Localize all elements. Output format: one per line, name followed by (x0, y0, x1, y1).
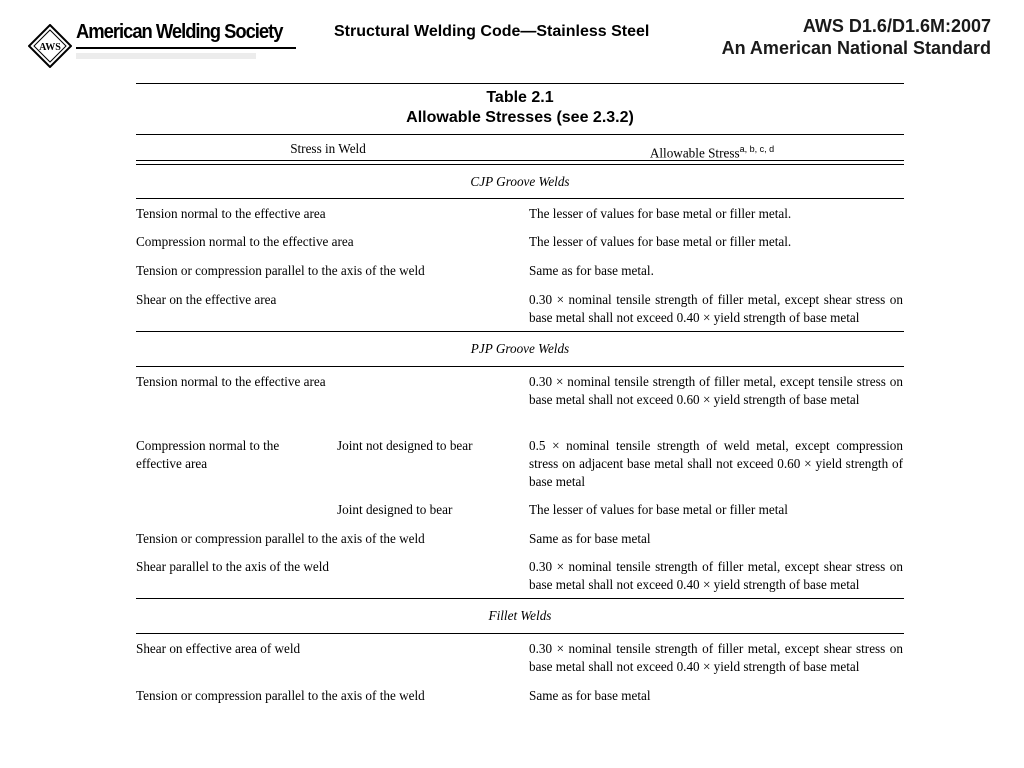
org-name: American Welding Society (76, 21, 283, 43)
logo-monogram: AWS (39, 42, 61, 53)
standard-code: AWS D1.6/D1.6M:2007 (802, 16, 991, 36)
cell-stress: Shear on effective area of weld (136, 641, 301, 656)
header-rule-double-1 (136, 160, 904, 161)
aws-diamond-logo-icon (28, 24, 72, 68)
column-header-footnotes: a, b, c, d (739, 144, 775, 154)
section-title-pjp: PJP Groove Welds (470, 341, 570, 356)
cell-stress: Shear parallel to the axis of the weld (136, 559, 329, 574)
cell-stress: Shear on the effective area (136, 292, 277, 307)
cell-stress: Tension or compression parallel to the axis of the weld (136, 688, 425, 703)
section-rule-top-fillet (136, 598, 904, 599)
cell-allowable: 0.5 × nominal tensile strength of weld metal, except compression stress on adjacent base metal shall not exceed 0.60 × yield strength of base metal (529, 438, 903, 489)
cell-allowable: The lesser of values for base metal or filler metal. (529, 206, 792, 221)
cell-condition: Joint designed to bear (337, 502, 453, 517)
section-rule-cjp (136, 198, 904, 199)
section-rule-fillet (136, 633, 904, 634)
cell-allowable: Same as for base metal. (529, 263, 654, 278)
cell-stress: Tension normal to the effective area (136, 374, 326, 389)
section-rule-top-pjp (136, 331, 904, 332)
section-title-fillet: Fillet Welds (488, 608, 552, 623)
header-rule-double-2 (136, 164, 904, 165)
cell-condition: Joint not designed to bear (337, 438, 473, 453)
cell-stress: Tension normal to the effective area (136, 206, 326, 221)
cell-stress: Compression normal to the effective area (136, 234, 354, 249)
cell-allowable: 0.30 × nominal tensile strength of filler metal, except shear stress on base metal shall not exceed 0.40 × yield strength of base metal (529, 559, 903, 592)
table-caption: Allowable Stresses (see 2.3.2) (406, 109, 634, 126)
table-number: Table 2.1 (486, 89, 554, 106)
cell-allowable: 0.30 × nominal tensile strength of filler metal, except shear stress on base metal shall not exceed 0.40 × yield strength of base metal (529, 641, 903, 674)
cell-stress: Compression normal to the effective area (136, 438, 280, 471)
logo-underline (76, 47, 296, 49)
column-header-stress: Stress in Weld (290, 141, 366, 156)
logo-tagline-faint (76, 53, 256, 59)
cell-stress: Tension or compression parallel to the axis of the weld (136, 263, 425, 278)
cell-stress: Tension or compression parallel to the axis of the weld (136, 531, 425, 546)
table-heading (136, 88, 904, 128)
standard-block (722, 15, 991, 59)
section-title-cjp: CJP Groove Welds (470, 174, 570, 189)
cell-allowable: 0.30 × nominal tensile strength of filler metal, except shear stress on base metal shall not exceed 0.40 × yield strength of base metal (529, 292, 903, 325)
cell-allowable: 0.30 × nominal tensile strength of filler metal, except tensile stress on base metal shall not exceed 0.60 × yield strength of base metal (529, 374, 903, 407)
cell-allowable: Same as for base metal (529, 688, 651, 703)
header-rule-top (136, 134, 904, 135)
section-rule-pjp (136, 366, 904, 367)
document-title: Structural Welding Code—Stainless Steel (334, 23, 650, 40)
cell-allowable: The lesser of values for base metal or filler metal (529, 502, 788, 517)
table-top-rule (136, 83, 904, 84)
column-header-allowable: Allowable Stress$^{a, b, c, d}$ (649, 144, 775, 161)
cell-allowable: Same as for base metal (529, 531, 651, 546)
standard-type: An American National Standard (721, 38, 991, 58)
cell-allowable: The lesser of values for base metal or filler metal. (529, 234, 792, 249)
aws-logo (28, 20, 288, 72)
